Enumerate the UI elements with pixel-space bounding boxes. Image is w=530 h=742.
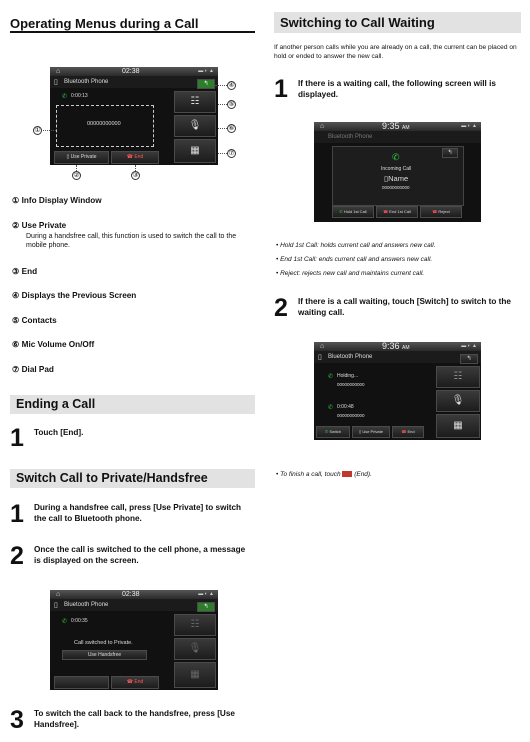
hold-first-call-button[interactable]: ✆ Hold 1st Call: [332, 206, 374, 218]
end-call-icon: [342, 471, 352, 477]
contacts-button[interactable]: ☷: [436, 366, 480, 388]
app-title: Bluetooth Phone: [50, 76, 218, 88]
call-duration: 0:00:35: [71, 618, 88, 624]
callout-leader-7: [218, 153, 227, 154]
end-button[interactable]: ☎ End: [111, 676, 159, 689]
clock: 02:38: [122, 68, 140, 75]
callout-6: ⑥: [228, 125, 235, 132]
incoming-label: Incoming Call: [381, 166, 412, 172]
item-end: ③ End: [12, 267, 38, 276]
caller-number: 00000000000: [382, 185, 410, 190]
private-call-screen-image: [50, 590, 218, 690]
app-title: Bluetooth Phone: [314, 131, 481, 143]
reject-button[interactable]: ☎ Reject: [420, 206, 462, 218]
step-text: If there is a call waiting, touch [Switch] to switch to the waiting call.: [298, 297, 511, 317]
bullet-hold: • Hold 1st Call: holds current call and answers new call.: [276, 242, 436, 249]
mic-button[interactable]: 🎙: [174, 638, 216, 660]
item-use-private: ② Use Private: [12, 221, 67, 230]
private-message: Call switched to Private.: [74, 640, 133, 646]
item-info-display: ① Info Display Window: [12, 196, 102, 205]
callout-3: ③: [132, 172, 139, 179]
callout-leader-1: [43, 130, 56, 131]
call-waiting-screen-image: [314, 342, 481, 440]
callout-2: ②: [73, 172, 80, 179]
end-button[interactable]: ☎ End: [111, 151, 159, 164]
back-button[interactable]: ↰: [460, 354, 478, 364]
intro-text: If another person calls while you are already on a call, the current can be placed on hold or ended to answer the new call.: [274, 44, 517, 60]
section-title-switch-call: Switch Call to Private/Handsfree: [10, 469, 255, 488]
holding-number: 00000000000: [337, 382, 365, 387]
call-duration-icon: ✆: [62, 619, 68, 625]
end-button[interactable]: ☎ End: [392, 426, 424, 438]
bullet-end: • End 1st Call: ends current call and answers new call.: [276, 256, 433, 263]
app-title: Bluetooth Phone: [314, 351, 481, 363]
call-screen-image: [50, 67, 218, 165]
item-mic-volume: ⑥ Mic Volume On/Off: [12, 340, 95, 349]
back-button[interactable]: ↰: [197, 79, 215, 89]
status-icons: ▬ ◐ ▲: [461, 123, 477, 129]
callout-leader-4: [215, 85, 227, 86]
caller-number: 00000000000: [87, 121, 121, 127]
section-title-ending-call: Ending a Call: [10, 395, 255, 414]
step-text: Touch [End].: [34, 428, 84, 437]
step-number: 3: [10, 706, 24, 734]
active-call-icon: ✆: [328, 405, 334, 411]
callout-4: ④: [228, 82, 235, 89]
incoming-call-screen-image: [314, 122, 481, 222]
item-contacts: ⑤ Contacts: [12, 316, 57, 325]
step-text: Once the call is switched to the cell phone, a message is displayed on the screen.: [34, 545, 246, 565]
popup-back-button[interactable]: ↰: [442, 148, 458, 158]
status-icons: ▬ ◐ ▲: [198, 591, 214, 597]
step-text: To switch the call back to the handsfree, press [Use Handsfree].: [34, 709, 235, 729]
clock: 9:35 AM: [382, 122, 410, 131]
callout-1: ①: [34, 127, 41, 134]
clock: 9:36 AM: [382, 342, 410, 351]
use-private-button[interactable]: ▯ Use Private: [54, 151, 109, 164]
back-button[interactable]: ↰: [197, 602, 215, 612]
dialpad-button[interactable]: ▦: [174, 662, 216, 688]
step-number: 2: [274, 294, 288, 322]
status-icons: ▬ ◐ ▲: [461, 343, 477, 349]
home-icon: ⌂: [320, 343, 325, 350]
incoming-phone-icon: ✆: [392, 152, 400, 162]
phone-app-icon: ▯: [318, 354, 322, 361]
switch-button[interactable]: ✆ Switch: [316, 426, 350, 438]
app-title: Bluetooth Phone: [50, 599, 218, 611]
callout-leader-6: [218, 128, 227, 129]
mic-button[interactable]: 🎙: [436, 390, 480, 412]
holding-label: Holding...: [337, 373, 359, 379]
active-call-duration: 0:00:48: [337, 404, 354, 410]
dialpad-button[interactable]: ▦: [436, 414, 480, 438]
home-icon: ⌂: [56, 591, 61, 598]
end-first-call-button[interactable]: ☎ End 1st Call: [376, 206, 418, 218]
holding-icon: ✆: [328, 374, 334, 380]
disabled-button: [54, 676, 109, 689]
bullet-reject: • Reject: rejects new call and maintains current call.: [276, 270, 425, 277]
home-icon: ⌂: [320, 123, 325, 130]
clock: 02:38: [122, 591, 140, 598]
step-number: 1: [274, 75, 288, 103]
step-number: 1: [10, 500, 24, 528]
step-text: If there is a waiting call, the following screen will is displayed.: [298, 79, 496, 99]
finish-call-note: • To finish a call, touch (End).: [276, 471, 372, 478]
item-dial-pad: ⑦ Dial Pad: [12, 365, 54, 374]
call-duration-icon: ✆: [62, 94, 68, 100]
callout-7: ⑦: [228, 150, 235, 157]
active-call-number: 00000000000: [337, 413, 365, 418]
phone-app-icon: ▯: [54, 79, 58, 86]
step-number: 1: [10, 424, 24, 452]
status-icons: ▬ ◐ ▲: [198, 68, 214, 74]
call-duration: 0:00:13: [71, 93, 88, 99]
callout-leader-5: [218, 104, 227, 105]
contacts-button[interactable]: ☷: [174, 91, 216, 113]
dialpad-button[interactable]: ▦: [174, 139, 216, 163]
use-handsfree-button[interactable]: Use Handsfree: [62, 650, 147, 660]
mic-button[interactable]: 🎙: [174, 115, 216, 137]
step-text: During a handsfree call, press [Use Private] to switch the call to Bluetooth phone.: [34, 503, 242, 523]
item-use-private-desc: During a handsfree call, this function is used to switch the call to the mobile phone.: [26, 233, 237, 249]
phone-app-icon: ▯: [54, 602, 58, 609]
section-title-operating-menus: Operating Menus during a Call: [10, 14, 255, 33]
step-number: 2: [10, 542, 24, 570]
section-title-call-waiting: Switching to Call Waiting: [274, 12, 521, 33]
contacts-button[interactable]: ☷: [174, 614, 216, 636]
callout-5: ⑤: [228, 101, 235, 108]
use-private-button[interactable]: ▯ Use Private: [352, 426, 390, 438]
home-icon: ⌂: [56, 68, 61, 75]
caller-name: ▯Name: [384, 174, 409, 183]
item-previous-screen: ④ Displays the Previous Screen: [12, 291, 137, 300]
